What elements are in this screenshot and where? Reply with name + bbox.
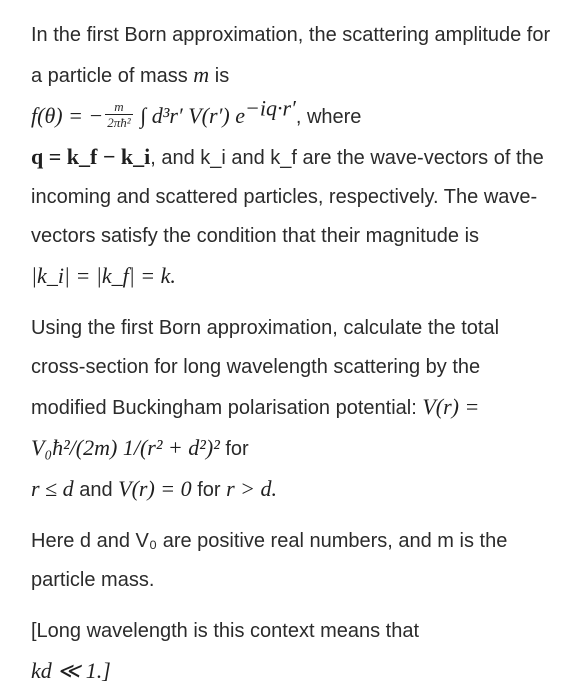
potential-outer: V(r) = 0 [118, 476, 192, 501]
and-text: and [79, 479, 113, 501]
for-text-2: for [197, 479, 221, 501]
long-wavelength-condition: kd ≪ 1.] [31, 658, 111, 683]
prefactor-numerator: m [105, 99, 132, 115]
magnitude-condition: |k_i| = |k_f| = k. [31, 263, 176, 288]
q-definition: q = k_f − k_i [31, 144, 151, 169]
exponent: −iq·r′ [244, 95, 296, 121]
wave-vectors-text: , and k_i and k_f are the wave-vectors of the incoming and scattered particles, respectively. The wave-vectors satisfy the condition that their magnitude is [31, 147, 544, 247]
where-text: , where [295, 106, 362, 128]
paragraph-task [31, 309, 558, 510]
paragraph-long-wavelength [31, 612, 558, 692]
constants-text: Here d and V₀ are positive real numbers, and m is the particle mass. [31, 530, 508, 591]
condition-inner: r ≤ d [31, 476, 74, 501]
paragraph-constants [31, 522, 558, 600]
long-wavelength-note: [Long wavelength is this context means that [31, 620, 420, 642]
integral-expression: ∫ d³r′ V(r′) e [140, 103, 245, 128]
for-text: for [225, 438, 249, 460]
condition-outer: r > d. [226, 476, 278, 501]
intro-text: In the first Born approximation, the scattering amplitude for a particle of mass [31, 24, 551, 87]
potential-inner: V(r) = V₀ħ²/(2m) 1/(r² + d²)² [31, 394, 480, 460]
task-text: Using the first Born approximation, calculate the total cross-section for long wavelength scattering by the modified Buckingham polarisation potential: [31, 317, 500, 419]
is-text: is [214, 65, 230, 87]
amplitude-lhs: f(θ) = − [31, 103, 104, 128]
prefactor-denominator: 2πħ² [107, 115, 131, 131]
prefactor-fraction [105, 99, 132, 130]
mass-symbol: m [193, 62, 210, 87]
amplitude-formula [31, 95, 296, 131]
paragraph-born-amplitude [31, 16, 558, 297]
